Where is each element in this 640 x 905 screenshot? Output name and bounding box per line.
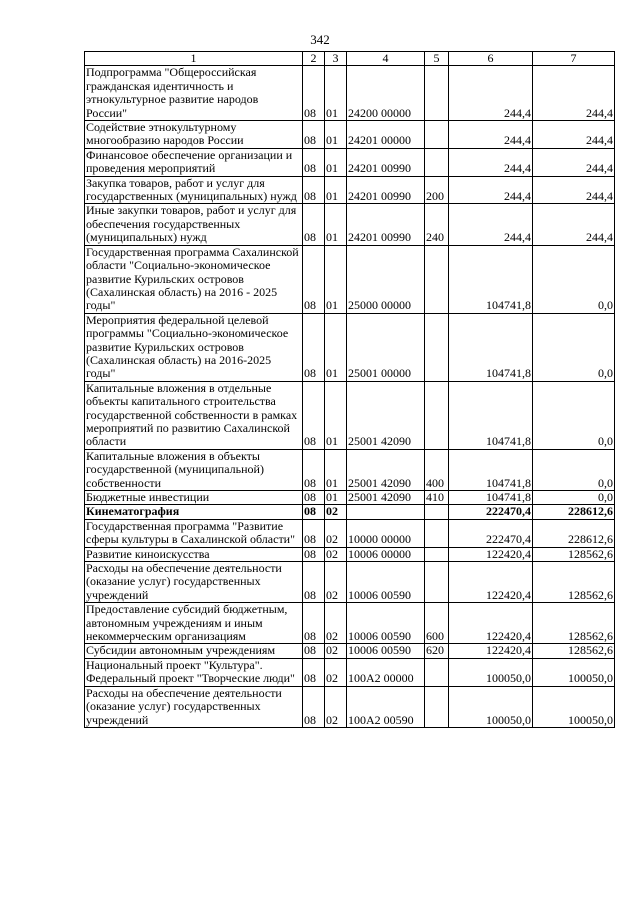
cell-name: Подпрограмма "Общероссийская гражданская идентичность и этнокультурное развитие народов России" [85,66,303,121]
cell-name: Капитальные вложения в объекты государственной (муниципальной) собственности [85,449,303,490]
cell-expense-type [425,686,449,727]
table-row [85,176,615,204]
cell-subsection: 01 [325,148,347,176]
cell-amount-year2: 228612,6 [533,505,615,519]
table-row [85,644,615,658]
cell-amount-year1: 104741,8 [449,491,533,505]
cell-section: 08 [303,505,325,519]
cell-name: Мероприятия федеральной целевой программы "Социально-экономическое развитие Курильских островов (Сахалинская область) на 2016-2025 годы" [85,313,303,381]
table-row [85,658,615,686]
cell-subsection: 02 [325,658,347,686]
table-row [85,519,615,547]
cell-expense-type: 410 [425,491,449,505]
cell-target-article: 25001 42090 [347,381,425,449]
cell-section: 08 [303,603,325,644]
cell-expense-type [425,505,449,519]
cell-target-article: 10006 00590 [347,603,425,644]
cell-section: 08 [303,519,325,547]
cell-section: 08 [303,547,325,561]
table-row [85,562,615,603]
table-row [85,686,615,727]
cell-expense-type [425,519,449,547]
column-header: 6 [449,52,533,66]
cell-amount-year2: 244,4 [533,204,615,245]
cell-target-article [347,505,425,519]
cell-expense-type [425,313,449,381]
cell-amount-year2: 0,0 [533,245,615,313]
cell-target-article: 100A2 00590 [347,686,425,727]
cell-amount-year1: 104741,8 [449,313,533,381]
table-row [85,121,615,149]
cell-target-article: 25000 00000 [347,245,425,313]
cell-amount-year2: 128562,6 [533,603,615,644]
cell-name: Национальный проект "Культура". Федеральный проект "Творческие люди" [85,658,303,686]
cell-expense-type: 200 [425,176,449,204]
cell-name: Капитальные вложения в отдельные объекты капитального строительства государственной собственности в рамках мероприятий по развитию Сахалинской области [85,381,303,449]
cell-expense-type [425,245,449,313]
cell-subsection: 01 [325,176,347,204]
column-header: 4 [347,52,425,66]
cell-amount-year1: 222470,4 [449,519,533,547]
table-header-row [85,52,615,66]
cell-amount-year1: 122420,4 [449,644,533,658]
cell-subsection: 02 [325,505,347,519]
cell-expense-type [425,547,449,561]
cell-subsection: 01 [325,66,347,121]
cell-name: Содействие этнокультурному многообразию народов России [85,121,303,149]
cell-section: 08 [303,381,325,449]
cell-target-article: 24200 00000 [347,66,425,121]
cell-section: 08 [303,313,325,381]
cell-section: 08 [303,449,325,490]
cell-section: 08 [303,204,325,245]
cell-amount-year2: 0,0 [533,313,615,381]
cell-name: Иные закупки товаров, работ и услуг для обеспечения государственных (муниципальных) нужд [85,204,303,245]
cell-amount-year1: 244,4 [449,204,533,245]
cell-section: 08 [303,562,325,603]
column-header: 5 [425,52,449,66]
cell-target-article: 24201 00990 [347,204,425,245]
table-row [85,245,615,313]
cell-amount-year1: 100050,0 [449,686,533,727]
cell-name: Расходы на обеспечение деятельности (оказание услуг) государственных учреждений [85,562,303,603]
budget-table [84,51,615,728]
cell-expense-type: 400 [425,449,449,490]
cell-subsection: 01 [325,381,347,449]
cell-target-article: 10000 00000 [347,519,425,547]
cell-expense-type [425,148,449,176]
cell-amount-year1: 104741,8 [449,449,533,490]
cell-target-article: 25001 42090 [347,449,425,490]
cell-name: Государственная программа Сахалинской области "Социально-экономическое развитие Курильских островов (Сахалинская область) на 2016 - 2025 годы" [85,245,303,313]
cell-subsection: 02 [325,562,347,603]
column-header: 2 [303,52,325,66]
cell-amount-year1: 104741,8 [449,245,533,313]
cell-name: Субсидии автономным учреждениям [85,644,303,658]
cell-amount-year1: 244,4 [449,121,533,149]
cell-section: 08 [303,245,325,313]
cell-subsection: 01 [325,121,347,149]
cell-expense-type [425,66,449,121]
cell-target-article: 24201 00990 [347,176,425,204]
table-row [85,603,615,644]
cell-name: Расходы на обеспечение деятельности (оказание услуг) государственных учреждений [85,686,303,727]
cell-target-article: 25001 00000 [347,313,425,381]
cell-subsection: 01 [325,491,347,505]
cell-amount-year2: 244,4 [533,176,615,204]
cell-expense-type [425,658,449,686]
cell-target-article: 24201 00000 [347,121,425,149]
cell-amount-year2: 0,0 [533,491,615,505]
cell-subsection: 01 [325,245,347,313]
cell-expense-type: 600 [425,603,449,644]
cell-section: 08 [303,148,325,176]
cell-amount-year1: 222470,4 [449,505,533,519]
cell-name: Закупка товаров, работ и услуг для государственных (муниципальных) нужд [85,176,303,204]
cell-subsection: 02 [325,686,347,727]
cell-subsection: 02 [325,547,347,561]
cell-amount-year2: 244,4 [533,66,615,121]
cell-subsection: 01 [325,204,347,245]
cell-target-article: 25001 42090 [347,491,425,505]
table-row [85,66,615,121]
table-row [85,381,615,449]
cell-amount-year1: 104741,8 [449,381,533,449]
cell-target-article: 100A2 00000 [347,658,425,686]
cell-expense-type: 240 [425,204,449,245]
cell-amount-year1: 122420,4 [449,603,533,644]
cell-subsection: 01 [325,449,347,490]
cell-expense-type [425,562,449,603]
table-row [85,449,615,490]
cell-amount-year1: 122420,4 [449,562,533,603]
column-header: 7 [533,52,615,66]
cell-section: 08 [303,66,325,121]
cell-target-article: 10006 00590 [347,644,425,658]
cell-section: 08 [303,658,325,686]
column-header: 1 [85,52,303,66]
cell-amount-year2: 128562,6 [533,547,615,561]
cell-section: 08 [303,644,325,658]
cell-amount-year2: 100050,0 [533,658,615,686]
cell-amount-year2: 128562,6 [533,562,615,603]
table-row [85,204,615,245]
cell-amount-year2: 0,0 [533,449,615,490]
cell-subsection: 02 [325,519,347,547]
cell-expense-type [425,381,449,449]
cell-name: Предоставление субсидий бюджетным, автономным учреждениям и иным некоммерческим организациям [85,603,303,644]
cell-expense-type: 620 [425,644,449,658]
cell-name: Государственная программа "Развитие сферы культуры в Сахалинской области" [85,519,303,547]
cell-expense-type [425,121,449,149]
cell-name: Развитие киноискусства [85,547,303,561]
table-body [85,66,615,728]
cell-amount-year1: 122420,4 [449,547,533,561]
cell-amount-year1: 244,4 [449,176,533,204]
cell-amount-year2: 244,4 [533,148,615,176]
table-row [85,505,615,519]
table-row [85,148,615,176]
table-row [85,491,615,505]
table-row [85,547,615,561]
cell-section: 08 [303,176,325,204]
cell-section: 08 [303,491,325,505]
column-header: 3 [325,52,347,66]
cell-name: Кинематография [85,505,303,519]
cell-amount-year1: 100050,0 [449,658,533,686]
cell-target-article: 10006 00590 [347,562,425,603]
cell-amount-year1: 244,4 [449,148,533,176]
table-row [85,313,615,381]
cell-amount-year2: 128562,6 [533,644,615,658]
cell-subsection: 01 [325,313,347,381]
cell-subsection: 02 [325,603,347,644]
cell-name: Финансовое обеспечение организации и проведения мероприятий [85,148,303,176]
cell-amount-year2: 244,4 [533,121,615,149]
cell-subsection: 02 [325,644,347,658]
cell-amount-year2: 0,0 [533,381,615,449]
cell-section: 08 [303,686,325,727]
cell-target-article: 10006 00000 [347,547,425,561]
cell-name: Бюджетные инвестиции [85,491,303,505]
cell-section: 08 [303,121,325,149]
cell-target-article: 24201 00990 [347,148,425,176]
page-number: 342 [310,32,330,47]
cell-amount-year2: 228612,6 [533,519,615,547]
cell-amount-year2: 100050,0 [533,686,615,727]
cell-amount-year1: 244,4 [449,66,533,121]
